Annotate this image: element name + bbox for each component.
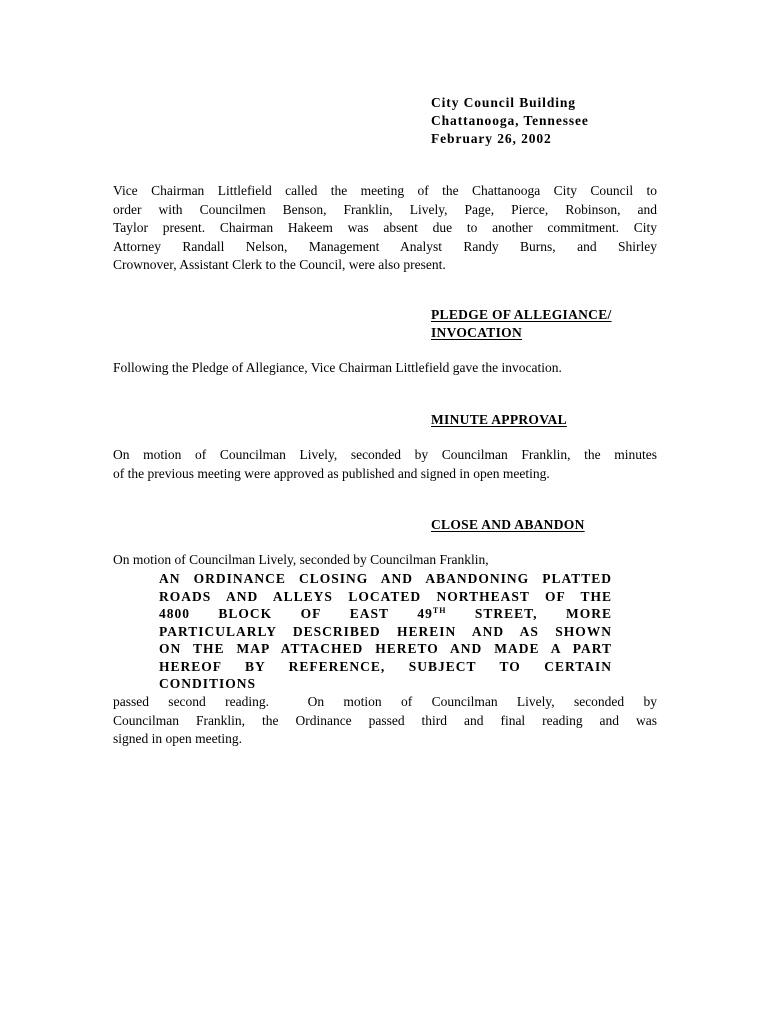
ordinance-line: ON THE MAP ATTACHED HERETO AND MADE A PART: [159, 641, 612, 656]
paragraph-line: Attorney Randall Nelson, Management Analyst Randy Burns, and Shirley: [113, 238, 657, 254]
paragraph-line: On motion of Councilman Lively, seconded by Councilman Franklin, the minutes: [113, 447, 657, 462]
ordinance-line: PARTICULARLY DESCRIBED HEREIN AND AS SHOWN: [159, 623, 612, 639]
paragraph-line: Taylor present. Chairman Hakeem was absent due to another commitment. City: [113, 220, 657, 235]
ordinance-word: 4800: [159, 606, 190, 621]
ordinance-line-address: [159, 605, 612, 623]
pledge-paragraph: [113, 359, 657, 378]
heading-line: INVOCATION: [431, 325, 522, 340]
paragraph-line: Crownover, Assistant Clerk to the Council, were also present.: [113, 257, 446, 272]
ordinance-street-number: [417, 605, 446, 623]
minute-approval-heading: MINUTE APPROVAL: [431, 412, 567, 427]
paragraph-line: passed second reading. On motion of Councilman Lively, seconded by: [113, 694, 657, 709]
close-abandon-heading: CLOSE AND ABANDON: [431, 517, 585, 532]
paragraph-line: Councilman Franklin, the Ordinance passed third and final reading and was: [113, 712, 657, 728]
paragraph-line: Vice Chairman Littlefield called the meeting of the Chattanooga City Council to: [113, 183, 657, 198]
ordinance-line: ROADS AND ALLEYS LOCATED NORTHEAST OF THE: [159, 588, 612, 604]
paragraph-line: signed in open meeting.: [113, 731, 242, 746]
date-line: February 26, 2002: [431, 131, 552, 146]
ordinal-suffix: TH: [432, 606, 447, 615]
ordinance-word: STREET,: [474, 606, 538, 621]
ordinance-word: MORE: [565, 606, 612, 621]
ordinance-line: AN ORDINANCE CLOSING AND ABANDONING PLATTED: [159, 571, 612, 586]
paragraph-line: of the previous meeting were approved as published and signed in open meeting.: [113, 465, 550, 481]
location-line: City Council Building: [431, 95, 576, 110]
ordinance-line: HEREOF BY REFERENCE, SUBJECT TO CERTAIN: [159, 658, 612, 674]
city-line: Chattanooga, Tennessee: [431, 113, 589, 128]
close-abandon-closing: [113, 693, 657, 749]
paragraph-line: On motion of Councilman Lively, seconded by Councilman Franklin,: [113, 552, 489, 567]
paragraph-line: Following the Pledge of Allegiance, Vice Chairman Littlefield gave the invocation.: [113, 360, 562, 375]
meeting-header: [431, 94, 589, 148]
ordinance-line: CONDITIONS: [159, 676, 257, 691]
ordinance-title: [159, 570, 612, 693]
intro-paragraph: [113, 182, 657, 275]
street-number: 49: [417, 606, 433, 621]
heading-line: PLEDGE OF ALLEGIANCE/: [431, 307, 612, 322]
ordinance-word: BLOCK: [218, 606, 273, 621]
minutes-paragraph: [113, 446, 657, 483]
close-abandon-intro: [113, 551, 657, 570]
ordinance-word: EAST: [349, 606, 390, 621]
paragraph-line: order with Councilmen Benson, Franklin, Lively, Page, Pierce, Robinson, and: [113, 201, 657, 217]
pledge-heading: [431, 306, 612, 342]
ordinance-word: OF: [300, 606, 322, 621]
